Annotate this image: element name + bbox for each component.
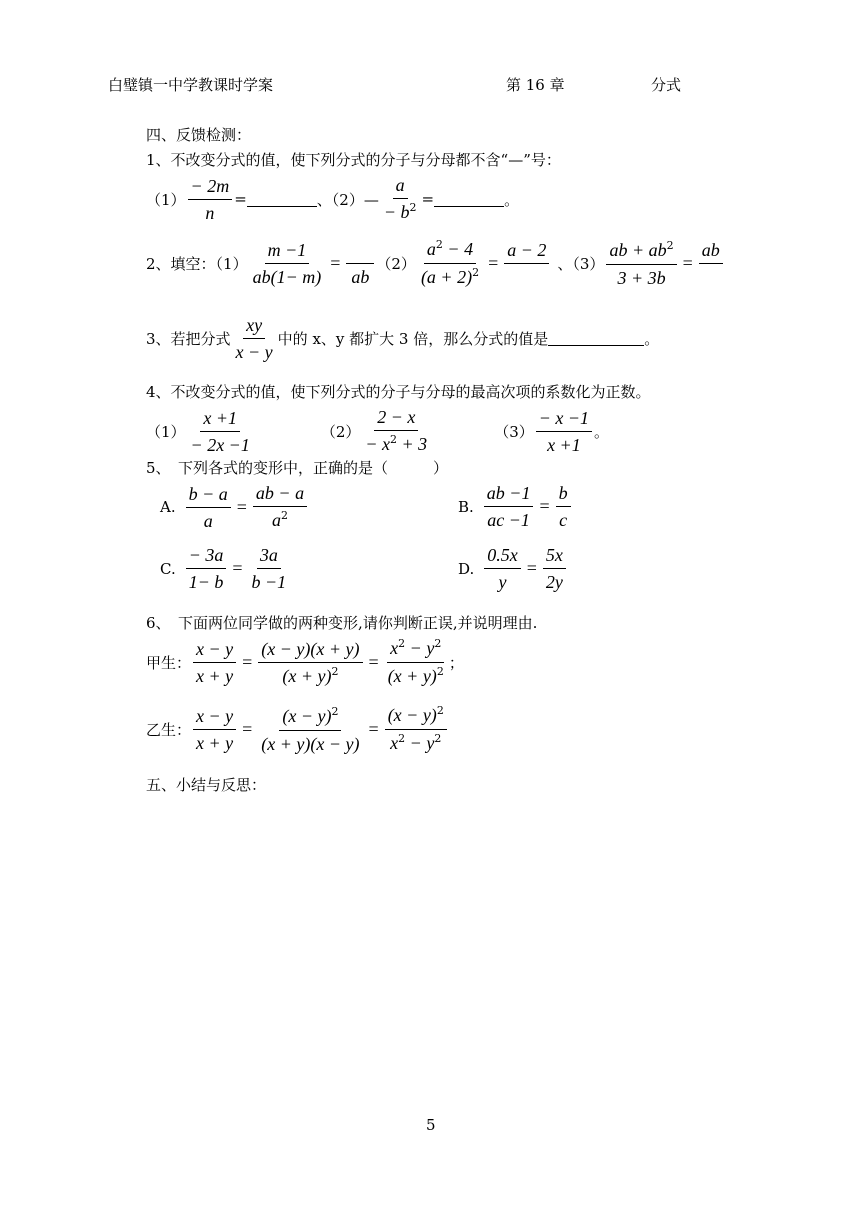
question-4-text: 4、不改变分式的值，使下列分式的分子与分母的最高次项的系数化为正数。 xyxy=(146,383,651,401)
q2-f2-num-base: a xyxy=(426,239,436,259)
q6-y2-num xyxy=(279,705,341,731)
q2-f3-num-text: ab + ab xyxy=(609,239,667,260)
q2-f1r-numerator-blank[interactable] xyxy=(346,239,374,264)
q4-f1-denominator: − 2x −1 xyxy=(190,434,250,455)
q1-fraction-2 xyxy=(381,174,420,224)
q6-y1-den: x + y xyxy=(196,733,234,753)
q5-c-left-num: − 3a xyxy=(186,544,227,569)
q6-student-jia-row: 甲生： $\frac{x - y}{x + y}$ = $\frac{(x - y)(x + y)}{(x + y)^2}$ = $\frac{x^2 - y^2}{(x + y)^2}$ ； xyxy=(146,637,464,686)
q2-f3r-denominator-blank[interactable] xyxy=(708,264,714,288)
q1-f2-denominator xyxy=(381,199,420,224)
q5-option-b[interactable]: B. $\frac{ab -1}{ac -1}$ = $\frac{b}{c}$ xyxy=(458,482,573,531)
q5-d-right-fraction xyxy=(543,544,566,593)
section-5-title: 五、小结与反思： xyxy=(146,776,267,794)
q6-y3-den-a: x xyxy=(390,733,399,753)
q6-y2-num-exp: 2 xyxy=(331,704,339,718)
q6-j1-num: x − y xyxy=(193,638,236,663)
q5-option-a[interactable]: A. $\frac{b - a}{a}$ = $\frac{ab - a}{a^2}$ xyxy=(160,482,309,532)
q6-jia-label: 甲生： xyxy=(146,654,192,672)
q5-b-left-den: ac −1 xyxy=(487,510,530,530)
q6-jia-fraction-2 xyxy=(258,638,362,688)
q4-fraction-2 xyxy=(362,406,430,456)
q5-d-right-den: 2y xyxy=(545,572,563,592)
q5-b-right-fraction xyxy=(556,482,571,531)
q6-y1-num: x − y xyxy=(193,705,236,730)
q6-yi-label: 乙生： xyxy=(146,721,192,739)
q1-equals-2: = xyxy=(421,190,435,208)
header-topic: 分式 xyxy=(651,76,682,94)
q4-f2-denominator xyxy=(362,431,430,456)
q1-part-1-label: （1） xyxy=(146,190,186,209)
q6-y3-num-exp: 2 xyxy=(436,704,444,717)
q2-f2-num-exp: 2 xyxy=(435,238,443,251)
q6-j1-den: x + y xyxy=(196,666,234,686)
q6-student-yi-row: 乙生： $\frac{x - y}{x + y}$ = $\frac{(x - y)^2}{(x + y)(x - y)}$ = $\frac{(x - y)^2}{x^2 - y^2}$ xyxy=(146,704,449,755)
page-number: 5 xyxy=(426,1116,436,1134)
header-chapter: 第 16 章 xyxy=(506,76,565,94)
q6-y3-den-exp-b: 2 xyxy=(434,732,442,745)
q6-j3-num xyxy=(387,637,444,663)
q2-f3-denominator: 3 + 3b xyxy=(617,267,666,288)
q5-c-left-fraction xyxy=(186,544,227,593)
question-4-row xyxy=(146,406,609,456)
q2-f2-numerator xyxy=(424,238,476,264)
q4-f3-denominator: x +1 xyxy=(547,434,581,455)
q4-end-mark: 。 xyxy=(594,422,610,441)
q2-label: 2、填空：（1） xyxy=(146,255,248,273)
q2-f2-denominator xyxy=(418,264,482,289)
q4-f2-den-b: + 3 xyxy=(397,434,428,454)
q2-f2-den-base: (a + 2) xyxy=(420,267,473,287)
q2-fraction-2-result xyxy=(504,239,549,288)
q6-j3-num-exp-a: 2 xyxy=(398,637,406,650)
q5-a-right-num: ab − a xyxy=(253,482,307,507)
q3-end-mark: 。 xyxy=(644,330,660,348)
q2-f1-numerator: m −1 xyxy=(265,239,310,264)
question-6-text: 6、 下面两位同学做的两种变形,请你判断正误,并说明理由. xyxy=(146,614,538,632)
q5-option-b-label: B. xyxy=(458,497,474,516)
q3-text: 中的 x、y 都扩大 3 倍，那么分式的值是 xyxy=(277,330,549,348)
q6-y3-num-base: (x − y) xyxy=(387,705,437,725)
q2-f1-denominator: ab(1− m) xyxy=(252,267,322,287)
q2-part-2-label: （2） xyxy=(376,255,416,273)
q5-option-d-label: D. xyxy=(458,559,475,578)
q1-f2-den-exp: 2 xyxy=(409,201,417,214)
q5-a-left-den: a xyxy=(203,510,213,531)
q2-fraction-3 xyxy=(606,239,676,289)
q6-y2-num-base: (x − y) xyxy=(282,705,332,726)
q2-f2-num-rest: − 4 xyxy=(442,239,474,259)
q5-a-right-den xyxy=(269,507,291,532)
q5-c-right-den: b −1 xyxy=(251,572,287,592)
q1-f2-den-text: − b xyxy=(383,202,410,222)
q5-c-right-num: 3a xyxy=(257,544,281,569)
question-1-text: 1、不改变分式的值，使下列分式的分子与分母都不含“—”号： xyxy=(146,151,561,169)
question-1-row xyxy=(146,174,519,224)
q2-f3-num-exp: 2 xyxy=(666,238,674,252)
question-3-row xyxy=(146,314,659,363)
q4-fraction-1 xyxy=(188,407,253,456)
q4-f2-den-a: − x xyxy=(365,434,391,454)
q6-y2-den: (x + y)(x − y) xyxy=(261,733,360,754)
q6-j2-den xyxy=(279,663,341,688)
section-4-title: 四、反馈检测： xyxy=(146,126,252,144)
q6-jia-fraction-3 xyxy=(385,637,447,688)
q5-a-left-num: b − a xyxy=(186,483,231,508)
q6-yi-fraction-2 xyxy=(258,705,362,755)
q6-j2-den-exp: 2 xyxy=(331,664,339,678)
q5-option-c[interactable]: C. $\frac{- 3a}{1- b}$ = $\frac{3a}{b -1}$ xyxy=(160,544,291,593)
q5-a-right-den-exp: 2 xyxy=(281,509,288,522)
q2-fraction-3-result xyxy=(699,239,723,288)
q5-c-right-fraction xyxy=(249,544,290,593)
q5-d-right-num: 5x xyxy=(543,544,566,569)
q6-yi-fraction-3 xyxy=(385,704,447,755)
q4-part-2-label: （2） xyxy=(320,422,361,441)
q3-answer-blank[interactable] xyxy=(548,331,644,346)
q6-j2-num: (x − y)(x + y) xyxy=(258,638,362,663)
q6-yi-fraction-1 xyxy=(193,705,236,754)
q2-f2r-denominator-blank[interactable] xyxy=(524,264,530,288)
q5-b-right-den: c xyxy=(559,510,568,530)
q5-option-c-label: C. xyxy=(160,559,176,578)
q1-f1-denominator: n xyxy=(205,202,215,223)
q1-f1-numerator: − 2m xyxy=(188,175,233,200)
q2-fraction-1-result xyxy=(346,239,374,288)
q5-d-left-num: 0.5x xyxy=(484,544,521,569)
q3-denominator: x − y xyxy=(235,342,273,362)
q3-prefix: 3、若把分式 xyxy=(146,330,231,348)
q5-c-left-den: 1− b xyxy=(188,572,224,592)
header-school: 白璧镇一中学教课时学案 xyxy=(108,76,274,94)
q5-b-left-num: ab −1 xyxy=(484,482,534,507)
q1-f2-numerator: a xyxy=(393,174,408,199)
q5-d-left-den: y xyxy=(498,572,507,592)
q6-y3-den-exp-a: 2 xyxy=(398,732,406,745)
q2-f2r-numerator: a − 2 xyxy=(504,239,549,264)
q6-jia-fraction-1 xyxy=(193,638,236,687)
q6-j3-den-exp: 2 xyxy=(436,665,444,678)
q1-end-mark: 。 xyxy=(504,190,520,209)
q2-fraction-2 xyxy=(418,238,482,289)
q4-part-1-label: （1） xyxy=(146,422,186,441)
q5-option-a-label: A. xyxy=(160,498,176,516)
q4-f1-numerator: x +1 xyxy=(200,407,240,432)
q5-option-d[interactable]: D. $\frac{0.5x}{y}$ = $\frac{5x}{2y}$ xyxy=(458,544,568,593)
q2-fraction-1 xyxy=(250,239,325,288)
q6-jia-semicolon: ； xyxy=(448,654,464,672)
q6-y3-den xyxy=(387,730,444,755)
q1-part-2-label: 、（2）— xyxy=(316,190,379,209)
q6-j2-den-base: (x + y) xyxy=(282,665,332,686)
q6-j3-num-b: − y xyxy=(405,638,435,658)
q4-f2-numerator: 2 − x xyxy=(374,406,418,431)
question-5-text: 5、 下列各式的变形中，正确的是（ ） xyxy=(146,459,449,477)
q4-f3-numerator: − x −1 xyxy=(536,407,592,432)
q4-fraction-3 xyxy=(536,407,592,456)
q6-j3-den-base: (x + y) xyxy=(387,666,437,686)
q1-equals-1: = xyxy=(234,190,247,208)
q4-part-3-label: （3） xyxy=(494,422,534,441)
q5-d-left-fraction xyxy=(484,544,521,593)
q6-j3-den xyxy=(385,663,447,688)
q2-f3-numerator xyxy=(606,239,676,265)
q2-f1r-denominator: ab xyxy=(351,267,370,287)
q5-a-right-fraction xyxy=(253,482,307,532)
q5-a-left-fraction xyxy=(186,483,231,532)
q3-fraction xyxy=(233,314,276,363)
q5-b-left-fraction xyxy=(484,482,534,531)
q6-j3-num-exp-b: 2 xyxy=(434,637,442,650)
q5-a-right-den-base: a xyxy=(272,510,281,530)
q6-j3-num-a: x xyxy=(390,638,399,658)
q1-answer-blank-2[interactable] xyxy=(434,192,504,207)
q3-numerator: xy xyxy=(243,314,265,339)
q2-part-3-label: 、（3） xyxy=(557,255,605,273)
q1-answer-blank-1[interactable] xyxy=(247,192,317,207)
q5-b-right-num: b xyxy=(556,482,571,507)
q6-y3-den-b: − y xyxy=(405,733,435,753)
question-2-row: 2、填空：（1） $\frac{m -1}{ab(1- m)}$ = ab （2） $\frac{a^2 - 4}{(a + 2)^2}$ = a − 2 、（3） $\frac{ab + ab^2}{3 + 3b}$ = ab xyxy=(146,238,725,289)
q2-f3r-numerator: ab xyxy=(699,239,723,264)
q2-f2-den-exp: 2 xyxy=(472,266,480,279)
q1-fraction-1 xyxy=(188,175,233,224)
q4-f2-den-exp: 2 xyxy=(390,433,398,446)
q6-y3-num xyxy=(385,704,447,730)
